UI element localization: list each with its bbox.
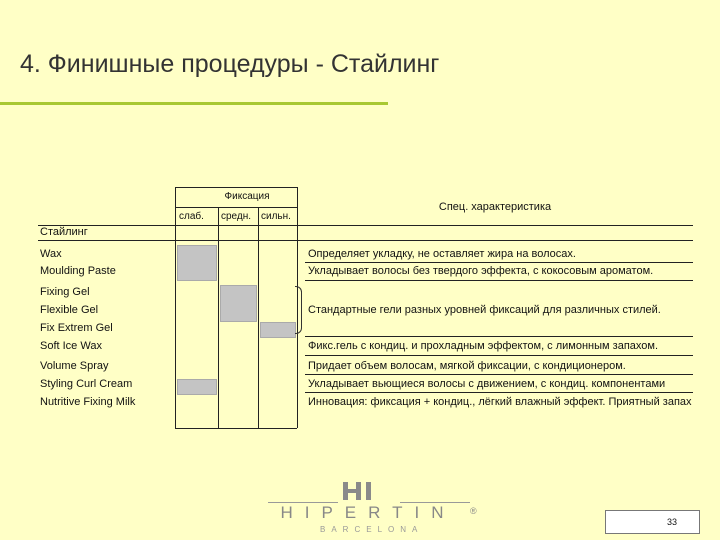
row-name: Wax bbox=[40, 248, 62, 260]
table-top-rule bbox=[38, 225, 693, 226]
col-line-2 bbox=[218, 225, 219, 428]
row-desc: Придает объем волосам, мягкой фиксации, с кондиционером. bbox=[308, 360, 626, 372]
table-bottom-rule bbox=[175, 428, 297, 429]
header-right-border bbox=[297, 187, 298, 225]
row-name: Fix Extrem Gel bbox=[40, 322, 113, 334]
row-desc: Фикс.гель с кондиц. и прохладным эффектом, с лимонным запахом. bbox=[308, 340, 659, 352]
row-name: Volume Spray bbox=[40, 360, 109, 372]
row-name: Flexible Gel bbox=[40, 304, 99, 316]
row-rule bbox=[305, 374, 693, 375]
row-desc: Определяет укладку, не оставляет жира на волосах. bbox=[308, 248, 576, 260]
section-label: Стайлинг bbox=[40, 226, 88, 238]
title-underline bbox=[0, 102, 388, 105]
header-left-border bbox=[175, 187, 176, 225]
spec-header: Спец. характеристика bbox=[438, 201, 552, 213]
row-rule bbox=[305, 392, 693, 393]
page-number-box bbox=[605, 510, 700, 534]
row-desc: Инновация: фиксация + кондиц., лёгкий влажный эффект. Приятный запах bbox=[308, 396, 692, 408]
fixation-cell-curl-cream bbox=[177, 379, 217, 395]
header-top-border bbox=[175, 187, 297, 188]
row-name: Moulding Paste bbox=[40, 265, 116, 277]
row-name: Styling Curl Cream bbox=[40, 378, 133, 390]
section-rule bbox=[38, 240, 693, 241]
row-rule bbox=[305, 336, 693, 337]
row-desc: Укладывает волосы без твердого эффекта, с кокосовым ароматом. bbox=[308, 265, 654, 277]
header-divider-1 bbox=[218, 207, 219, 225]
level-strong: сильн. bbox=[261, 211, 291, 222]
header-mid-border bbox=[175, 207, 297, 208]
row-desc: Укладывает вьющиеся волосы с движением, с кондиц. компонентами bbox=[308, 378, 666, 390]
gels-bracket bbox=[295, 286, 302, 334]
level-weak: слаб. bbox=[179, 211, 204, 222]
col-line-3 bbox=[258, 225, 259, 428]
fixation-cell-gels bbox=[220, 285, 257, 322]
logo-registered: ® bbox=[470, 506, 477, 516]
page-number: 33 bbox=[666, 517, 677, 527]
logo-mark bbox=[343, 482, 377, 500]
fixation-cell-wax-paste bbox=[177, 245, 217, 281]
row-desc: Стандартные гели разных уровней фиксаций для различных стилей. bbox=[308, 304, 661, 316]
level-medium: средн. bbox=[221, 211, 252, 222]
header-divider-2 bbox=[258, 207, 259, 225]
row-name: Soft Ice Wax bbox=[40, 340, 102, 352]
row-rule bbox=[305, 355, 693, 356]
fixation-cell-extrem bbox=[260, 322, 296, 338]
logo-name: HIPERTIN bbox=[280, 503, 456, 522]
row-name: Nutritive Fixing Milk bbox=[40, 396, 136, 408]
logo-city: BARCELONA bbox=[320, 525, 424, 534]
col-line-1 bbox=[175, 225, 176, 428]
row-name: Fixing Gel bbox=[40, 286, 90, 298]
page-title: 4. Финишные процедуры - Стайлинг bbox=[20, 50, 440, 78]
fixation-header: Фиксация bbox=[224, 191, 270, 202]
row-rule bbox=[305, 262, 693, 263]
row-rule bbox=[305, 280, 693, 281]
